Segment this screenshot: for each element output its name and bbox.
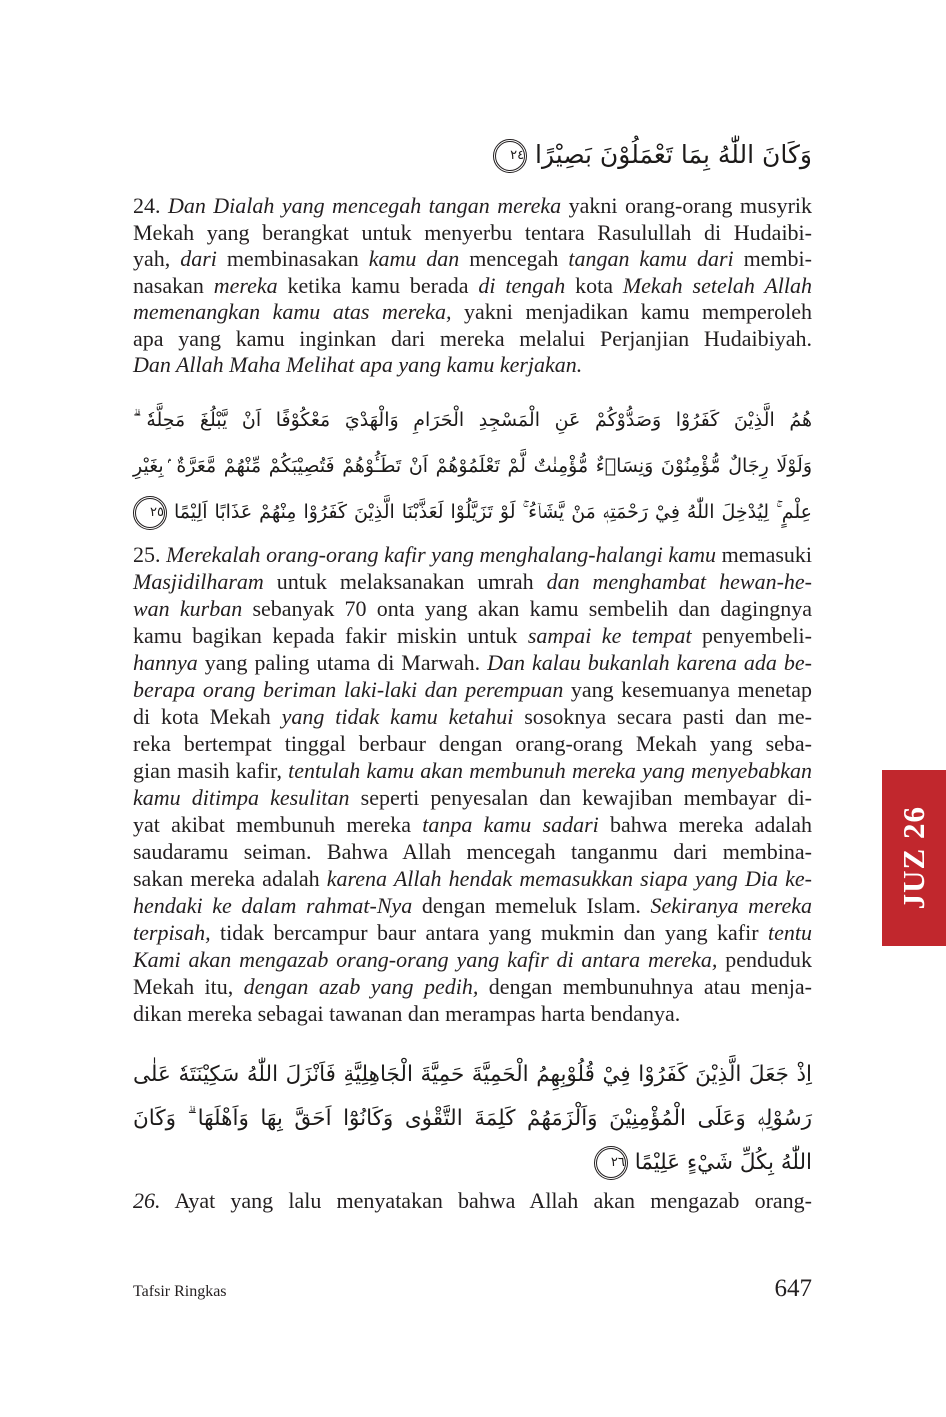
- text-line: [133, 299, 812, 326]
- text-segment: dikan mereka sebagai tawanan dan merampas harta bendanya.: [133, 1001, 681, 1026]
- text-segment: mencegah: [459, 246, 569, 271]
- arabic-line: [133, 133, 812, 177]
- text-line: [133, 1187, 812, 1214]
- text-line: [133, 220, 812, 247]
- text-segment: gian masih kafir,: [133, 758, 289, 783]
- text-line: [133, 541, 812, 568]
- arabic-line: [133, 1141, 812, 1185]
- text-line: [133, 273, 812, 300]
- text-line: [133, 946, 812, 973]
- text-segment: yakni menjadikan kamu memperoleh: [451, 299, 812, 324]
- text-line: [133, 595, 812, 622]
- text-segment: untuk melaksanakan umrah: [263, 569, 547, 594]
- text-line: [133, 838, 812, 865]
- arabic-line: [133, 1053, 812, 1097]
- italic-text-segment: kamu ditimpa kesulitan: [133, 785, 350, 810]
- text-segment: saudaramu seiman. Bahwa Allah mencegah tanganmu dari membina-: [133, 839, 812, 864]
- italic-text-segment: tentulah kamu akan membunuh mereka yang menyebabkan: [288, 758, 812, 783]
- italic-text-segment: dengan azab yang pedih,: [243, 974, 479, 999]
- arabic-text: رَسُوْلِهٖ وَعَلَى الْمُؤْمِنِيْنَ وَاَلْزَمَهُمْ كَلِمَةَ التَّقْوٰى وَكَانُوْٓا اَحَقَّ بِهَا وَاَهْلَهَا ۗ وَكَانَ: [133, 1106, 812, 1131]
- italic-text-segment: berapa orang beriman laki-laki dan perempuan: [133, 677, 564, 702]
- text-line: [133, 892, 812, 919]
- translation-paragraph-26: [133, 1187, 812, 1214]
- arabic-text: وَكَانَ اللّٰهُ بِمَا تَعْمَلُوْنَ بَصِيْرًا: [535, 140, 812, 169]
- text-segment: 24.: [133, 193, 168, 218]
- text-segment: memasuki: [716, 542, 813, 567]
- arabic-text: اِذْ جَعَلَ الَّذِيْنَ كَفَرُوْا فِيْ قُلُوْبِهِمُ الْحَمِيَّةَ حَمِيَّةَ الْجَاهِلِيَّةِ فَاَنْزَلَ اللّٰهُ سَكِيْنَتَهٗ عَلٰى: [133, 1062, 812, 1087]
- text-segment: tidak bercampur baur antara yang mukmin dan yang kafir: [210, 920, 768, 945]
- italic-text-segment: dari: [180, 246, 217, 271]
- italic-text-segment: Kami akan mengazab orang-orang yang kafir di antara mereka,: [133, 947, 718, 972]
- italic-text-segment: di tengah: [478, 272, 566, 298]
- arabic-text: عِلْمٍ ۚ لِيُدْخِلَ اللّٰهُ فِيْ رَحْمَتِهٖ مَنْ يَّشَاۤءُ ۚ لَوْ تَزَيَّلُوْا لَعَذَّبْنَا الَّذِيْنَ كَفَرُوْا مِنْهُمْ عَذَابًا اَلِيْمًا: [173, 501, 812, 523]
- italic-text-segment: kamu dan: [368, 246, 460, 271]
- italic-text-segment: Dan Allah Maha Melihat apa yang kamu kerjakan.: [133, 352, 583, 377]
- text-line: [133, 676, 812, 703]
- text-segment: penduduk: [717, 947, 812, 972]
- italic-text-segment: tangan kamu dari: [568, 246, 734, 271]
- text-segment: membi-: [733, 246, 812, 271]
- text-line: [133, 730, 812, 757]
- text-segment: sebanyak 70 onta yang akan kamu sembelih dan dagingnya: [242, 596, 812, 621]
- text-segment: kota: [565, 272, 623, 298]
- text-line: [133, 703, 812, 730]
- italic-text-segment: mereka: [213, 272, 278, 298]
- text-segment: yang paling utama di Marwah.: [197, 650, 488, 675]
- verse-number-medallion: ٢٥: [133, 496, 167, 530]
- text-line: [133, 193, 812, 220]
- text-segment: bahwa mereka adalah: [598, 812, 812, 837]
- text-line: [133, 326, 812, 353]
- text-segment: penyembeli-: [691, 623, 812, 648]
- italic-text-segment: tentu: [768, 920, 812, 945]
- juz-label: JUZ 26: [896, 806, 931, 910]
- text-segment: Mekah yang berangkat untuk menyerbu tentara Rasulullah di Hudaibi-: [133, 219, 812, 245]
- italic-text-segment: yang tidak kamu ketahui: [281, 704, 514, 729]
- italic-text-segment: Sekiranya mereka: [650, 893, 812, 918]
- arabic-verse-26: [133, 1053, 812, 1185]
- text-segment: sakan mereka adalah: [133, 866, 327, 891]
- italic-text-segment: Masjidilharam: [133, 569, 264, 594]
- text-segment: yat akibat membunuh mereka: [133, 812, 423, 837]
- italic-text-segment: sampai ke tempat: [527, 623, 692, 648]
- text-segment: reka bertempat tinggal berbaur dengan orang-orang Mekah yang seba-: [133, 731, 812, 756]
- text-segment: sosoknya secara pasti dan me-: [513, 704, 812, 729]
- text-segment: Ayat yang lalu menyatakan bahwa Allah akan mengazab orang-: [160, 1188, 812, 1213]
- arabic-line: [133, 489, 812, 535]
- text-line: [133, 1000, 812, 1027]
- text-segment: Mekah itu,: [133, 974, 244, 999]
- text-segment: nasakan: [133, 272, 214, 298]
- arabic-line: [133, 1097, 812, 1141]
- translation-paragraph-24: [133, 193, 812, 379]
- text-segment: kamu bagikan kepada fakir miskin untuk: [133, 623, 528, 648]
- text-segment: apa yang kamu inginkan dari mereka melalui Perjanjian Hudaibiyah.: [133, 325, 812, 351]
- italic-text-segment: karena Allah hendak memasukkan siapa yang Dia ke-: [326, 866, 812, 891]
- text-line: [133, 919, 812, 946]
- arabic-text: اللّٰهُ بِكُلِّ شَيْءٍ عَلِيْمًا: [634, 1150, 812, 1175]
- text-line: [133, 649, 812, 676]
- text-line: [133, 246, 812, 273]
- arabic-verse-25: [133, 397, 812, 535]
- text-line: [133, 757, 812, 784]
- text-line: [133, 622, 812, 649]
- text-line: [133, 352, 812, 379]
- text-segment: membinasakan: [216, 246, 369, 271]
- verse-number-medallion: ٢٦: [594, 1146, 628, 1180]
- text-segment: dengan membunuhnya atau menja-: [478, 974, 812, 999]
- text-segment: yang kesemuanya menetap: [563, 677, 813, 702]
- arabic-text: هُمُ الَّذِيْنَ كَفَرُوْا وَصَدُّوْكُمْ عَنِ الْمَسْجِدِ الْحَرَامِ وَالْهَدْيَ مَعْكُوْفًا اَنْ يَّبْلُغَ مَحِلَّهٗ ۗ: [133, 409, 812, 431]
- text-segment: 25.: [133, 542, 167, 567]
- text-line: [133, 973, 812, 1000]
- text-segment: yakni orang-orang musyrik: [561, 193, 813, 218]
- italic-text-segment: hendaki ke dalam rahmat-Nya: [133, 893, 413, 918]
- italic-text-segment: dan menghambat hewan-he-: [546, 569, 812, 594]
- italic-text-segment: Merekalah orang-orang kafir yang menghalang-halangi kamu: [166, 542, 717, 567]
- text-segment: yah,: [133, 246, 181, 271]
- text-segment: di kota Mekah: [133, 704, 282, 729]
- verse-number-medallion: ٢٤: [493, 139, 527, 173]
- text-segment: dengan memeluk Islam.: [412, 893, 651, 918]
- running-title: Tafsir Ringkas: [133, 1283, 227, 1300]
- italic-text-segment: terpisah,: [133, 920, 211, 945]
- italic-text-segment: tanpa kamu sadari: [422, 812, 599, 837]
- translation-paragraph-25: [133, 541, 812, 1027]
- text-line: [133, 568, 812, 595]
- arabic-text: وَلَوْلَا رِجَالٌ مُّؤْمِنُوْنَ وَنِسَاۤءٌ مُّؤْمِنٰتٌ لَّمْ تَعْلَمُوْهُمْ اَنْ تَطَـُٔوْهُمْ فَتُصِيْبَكُمْ مِّنْهُمْ مَّعَرَّةٌ ۢبِغَيْرِ: [133, 455, 812, 477]
- text-line: [133, 865, 812, 892]
- text-segment: seperti penyesalan dan kewajiban membayar di-: [349, 785, 813, 810]
- text-line: [133, 811, 812, 838]
- italic-text-segment: Dan Dialah yang mencegah tangan mereka: [167, 193, 562, 218]
- italic-text-segment: Dan kalau bukanlah karena ada be-: [487, 650, 812, 675]
- juz-side-tab: [882, 770, 946, 946]
- italic-text-segment: hannya: [133, 650, 198, 675]
- italic-text-segment: memenangkan kamu atas mereka,: [133, 299, 452, 324]
- italic-text-segment: 26.: [133, 1188, 161, 1213]
- italic-text-segment: wan kurban: [133, 596, 243, 621]
- text-segment: ketika kamu berada: [277, 272, 479, 298]
- italic-text-segment: Mekah setelah Allah: [622, 272, 812, 298]
- text-line: [133, 784, 812, 811]
- arabic-line: [133, 397, 812, 443]
- arabic-verse-24: [133, 133, 812, 177]
- page-number: 647: [774, 1275, 812, 1302]
- arabic-line: [133, 443, 812, 489]
